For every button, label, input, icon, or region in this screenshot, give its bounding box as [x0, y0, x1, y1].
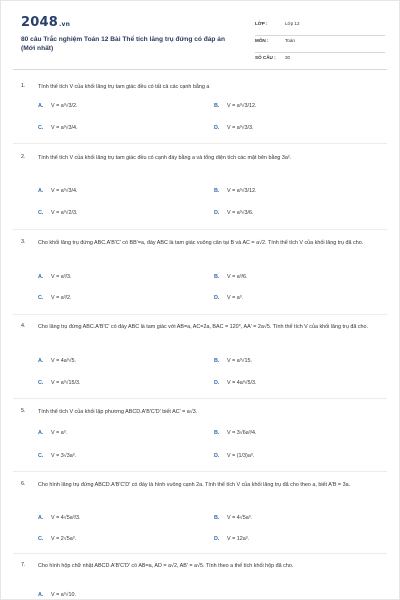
- option-label: A.: [38, 592, 44, 598]
- option-c[interactable]: [38, 380, 80, 386]
- logo-main: 2048: [21, 15, 58, 30]
- option-label: D.: [214, 380, 220, 386]
- meta-value: Toán: [285, 38, 295, 43]
- question-divider: [13, 314, 387, 315]
- meta-key: MÔN :: [255, 38, 269, 43]
- option-c[interactable]: [38, 536, 76, 542]
- option-text: V = a³√3/6.: [227, 210, 254, 216]
- option-d[interactable]: [214, 125, 253, 131]
- option-label: B.: [214, 103, 220, 109]
- option-text: V = 2√5a³.: [51, 536, 76, 542]
- option-label: D.: [214, 295, 220, 301]
- option-label: A.: [38, 274, 44, 280]
- option-label: A.: [38, 103, 44, 109]
- option-label: D.: [214, 210, 220, 216]
- meta-row-count: [255, 53, 385, 70]
- option-text: V = 4a³√5.: [51, 358, 76, 364]
- option-label: D.: [214, 536, 220, 542]
- option-b[interactable]: [214, 430, 256, 436]
- meta-value: Lớp 12: [285, 21, 300, 26]
- option-a[interactable]: [38, 430, 67, 436]
- option-b[interactable]: [214, 358, 252, 364]
- option-text: V = a³.: [51, 430, 68, 436]
- question-stem: Cho khối lăng trụ đứng ABC.A'B'C' có BB'=a, đáy ABC là tam giác vuông cân tại B và AC = a√2. Tính thể tích V của khối lăng trụ đã cho.: [38, 240, 364, 246]
- option-text: V = a³√3/3.: [227, 125, 254, 131]
- option-a[interactable]: [38, 358, 76, 364]
- option-a[interactable]: [38, 188, 77, 194]
- question-stem: Cho hình hộp chữ nhật ABCD.A'B'C'D' có AB=a, AD = a√2, AB' = a√5. Tính theo a thể tích khối hộp đã cho.: [38, 563, 294, 569]
- option-text: V = a³√15/3.: [51, 380, 81, 386]
- option-text: V = a³√3/12.: [227, 103, 257, 109]
- header-divider: [13, 69, 387, 70]
- option-label: C.: [38, 125, 44, 131]
- option-label: C.: [38, 295, 44, 301]
- option-text: V = 3√3a³.: [51, 453, 76, 459]
- option-text: V = a³/2.: [51, 295, 72, 301]
- option-text: V = 12a³.: [227, 536, 250, 542]
- option-text: V = a³√3/4.: [51, 188, 78, 194]
- question-divider: [13, 553, 387, 554]
- option-label: B.: [214, 274, 220, 280]
- option-text: V = a³√3/2.: [51, 103, 78, 109]
- option-text: V = a³/6.: [227, 274, 248, 280]
- question-number: 4.: [21, 323, 26, 329]
- question-divider: [13, 229, 387, 230]
- meta-row-subject: [255, 36, 385, 53]
- document-title: 80 câu Trắc nghiệm Toán 12 Bài Thể tích lăng trụ đứng có đáp án (Mới nhất): [21, 36, 225, 52]
- question-number: 6.: [21, 481, 26, 487]
- option-d[interactable]: [214, 453, 254, 459]
- meta-row-class: [255, 19, 385, 36]
- question-stem: Tính thể tích V của khối lăng trụ tam giác đều có tất cả các cạnh bằng a: [38, 84, 210, 90]
- option-text: V = 4√5a³/3.: [51, 515, 81, 521]
- question-divider: [13, 398, 387, 399]
- option-b[interactable]: [214, 188, 256, 194]
- option-a[interactable]: [38, 515, 80, 521]
- option-b[interactable]: [214, 103, 256, 109]
- question-divider: [13, 143, 387, 144]
- option-d[interactable]: [214, 536, 249, 542]
- option-b[interactable]: [214, 515, 252, 521]
- document-meta: [255, 19, 385, 70]
- option-c[interactable]: [38, 210, 77, 216]
- option-d[interactable]: [214, 380, 256, 386]
- option-text: V = (1/3)a³.: [227, 453, 255, 459]
- site-logo[interactable]: [21, 15, 70, 30]
- question-stem: Cho hình lăng trụ đứng ABCD.A'B'C'D' có đáy là hình vuông cạnh 2a. Tính thể tích V của khối lăng trụ đã cho theo a, biết A'B = 3a.: [38, 482, 351, 488]
- option-a[interactable]: [38, 103, 77, 109]
- option-text: V = 4a³√5/3.: [227, 380, 257, 386]
- question-divider: [13, 471, 387, 472]
- option-a[interactable]: [38, 274, 72, 280]
- option-text: V = 4√5a³.: [227, 515, 252, 521]
- option-label: B.: [214, 430, 220, 436]
- option-b[interactable]: [214, 274, 248, 280]
- option-text: V = a³√15.: [227, 358, 252, 364]
- question-number: 3.: [21, 239, 26, 245]
- option-label: C.: [38, 536, 44, 542]
- logo-tld: .vn: [58, 21, 71, 28]
- question-number: 1.: [21, 83, 26, 89]
- option-text: V = a³√2/3.: [51, 210, 78, 216]
- meta-key: SỐ CÂU :: [255, 55, 276, 60]
- option-text: V = 3√6a³/4.: [227, 430, 257, 436]
- option-label: D.: [214, 453, 220, 459]
- option-d[interactable]: [214, 295, 243, 301]
- meta-value: 30: [285, 55, 291, 60]
- option-label: D.: [214, 125, 220, 131]
- option-label: B.: [214, 515, 220, 521]
- option-c[interactable]: [38, 125, 77, 131]
- option-label: C.: [38, 380, 44, 386]
- question-number: 7.: [21, 562, 26, 568]
- question-number: 5.: [21, 408, 26, 414]
- option-c[interactable]: [38, 453, 76, 459]
- option-text: V = a³.: [227, 295, 244, 301]
- question-stem: Tính thể tích V của khối lập phương ABCD.A'B'C'D' biết AC' = a√3.: [38, 409, 198, 415]
- option-c[interactable]: [38, 295, 72, 301]
- option-a[interactable]: [38, 592, 76, 598]
- option-label: C.: [38, 210, 44, 216]
- option-label: A.: [38, 358, 44, 364]
- option-label: A.: [38, 188, 44, 194]
- option-label: A.: [38, 515, 44, 521]
- option-label: B.: [214, 358, 220, 364]
- option-label: B.: [214, 188, 220, 194]
- option-text: V = a³√3/12.: [227, 188, 257, 194]
- question-stem: Cho lăng trụ đứng ABC.A'B'C' có đáy ABC là tam giác với AB=a, AC=2a, BAC = 120°, AA' = 2a√5. Tính thể tích V của khối lăng trụ đã cho.: [38, 324, 369, 330]
- option-text: V = a³/3.: [51, 274, 72, 280]
- option-d[interactable]: [214, 210, 253, 216]
- meta-key: LỚP :: [255, 21, 268, 26]
- option-label: C.: [38, 453, 44, 459]
- option-label: A.: [38, 430, 44, 436]
- option-text: V = a³√10.: [51, 592, 76, 598]
- question-stem: Tính thể tích V của khối lăng trụ tam giác đều có cạnh đáy bằng a và tổng diện tích các mặt bên bằng 3a².: [38, 155, 292, 161]
- question-number: 2.: [21, 154, 26, 160]
- option-text: V = a³√3/4.: [51, 125, 78, 131]
